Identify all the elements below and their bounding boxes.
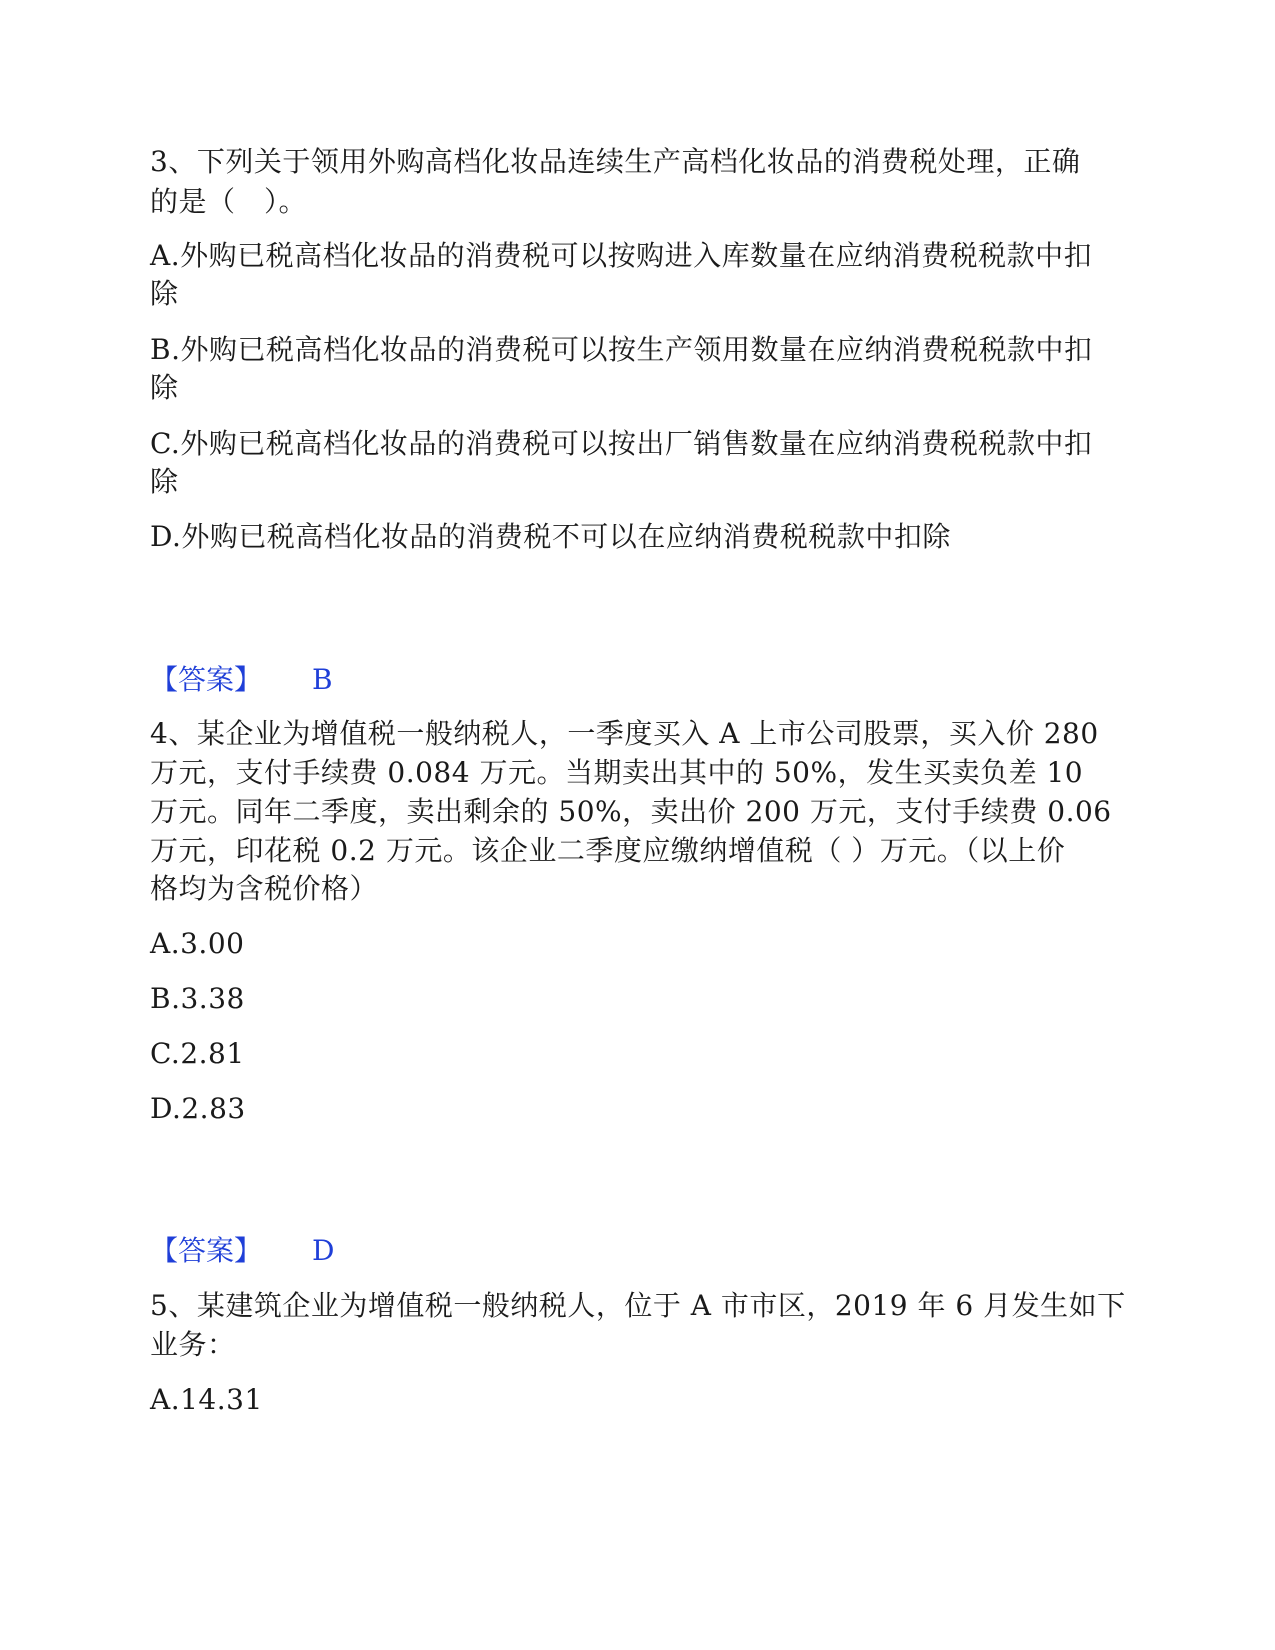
answer-label: 【答案】 bbox=[150, 1234, 263, 1267]
q3-option-c-line-2: 除 bbox=[150, 465, 179, 498]
q4-option-c: C.2.81 bbox=[150, 1037, 245, 1070]
q5-option-a: A.14.31 bbox=[150, 1383, 263, 1416]
q3-option-d: D.外购已税高档化妆品的消费税不可以在应纳消费税税款中扣除 bbox=[150, 520, 951, 553]
q3-answer bbox=[150, 660, 333, 700]
q3-option-a-line-2: 除 bbox=[150, 277, 179, 310]
q3-option-b-line-2: 除 bbox=[150, 371, 179, 404]
q5-stem-line-2: 业务： bbox=[150, 1328, 236, 1361]
q4-option-d: D.2.83 bbox=[150, 1092, 246, 1125]
q4-answer bbox=[150, 1231, 334, 1271]
q4-stem-line-4: 万元，印花税 0.2 万元。该企业二季度应缴纳增值税（ ）万元。（以上价 bbox=[150, 834, 1066, 867]
q4-stem-line-3: 万元。同年二季度，卖出剩余的 50%，卖出价 200 万元，支付手续费 0.06 bbox=[150, 795, 1112, 828]
q3-stem-line-2: 的是（ ）。 bbox=[150, 185, 308, 218]
q3-option-c-line-1: C.外购已税高档化妆品的消费税可以按出厂销售数量在应纳消费税税款中扣 bbox=[150, 427, 1093, 460]
q4-stem-line-5: 格均为含税价格） bbox=[150, 872, 379, 905]
q4-stem-line-1: 4、某企业为增值税一般纳税人，一季度买入 A 上市公司股票，买入价 280 bbox=[150, 717, 1099, 750]
q5-stem-line-1: 5、某建筑企业为增值税一般纳税人，位于 A 市市区，2019 年 6 月发生如下 bbox=[150, 1289, 1126, 1322]
q3-option-b-line-1: B.外购已税高档化妆品的消费税可以按生产领用数量在应纳消费税税款中扣 bbox=[150, 333, 1093, 366]
q3-stem-line-1: 3、下列关于领用外购高档化妆品连续生产高档化妆品的消费税处理，正确 bbox=[150, 145, 1081, 178]
answer-value: D bbox=[312, 1234, 335, 1267]
q4-option-b: B.3.38 bbox=[150, 982, 245, 1015]
q4-stem-line-2: 万元，支付手续费 0.084 万元。当期卖出其中的 50%，发生买卖负差 10 bbox=[150, 756, 1084, 789]
answer-value: B bbox=[312, 663, 333, 696]
q3-option-a-line-1: A.外购已税高档化妆品的消费税可以按购进入库数量在应纳消费税税款中扣 bbox=[150, 239, 1093, 272]
q4-option-a: A.3.00 bbox=[150, 927, 245, 960]
answer-label: 【答案】 bbox=[150, 663, 263, 696]
